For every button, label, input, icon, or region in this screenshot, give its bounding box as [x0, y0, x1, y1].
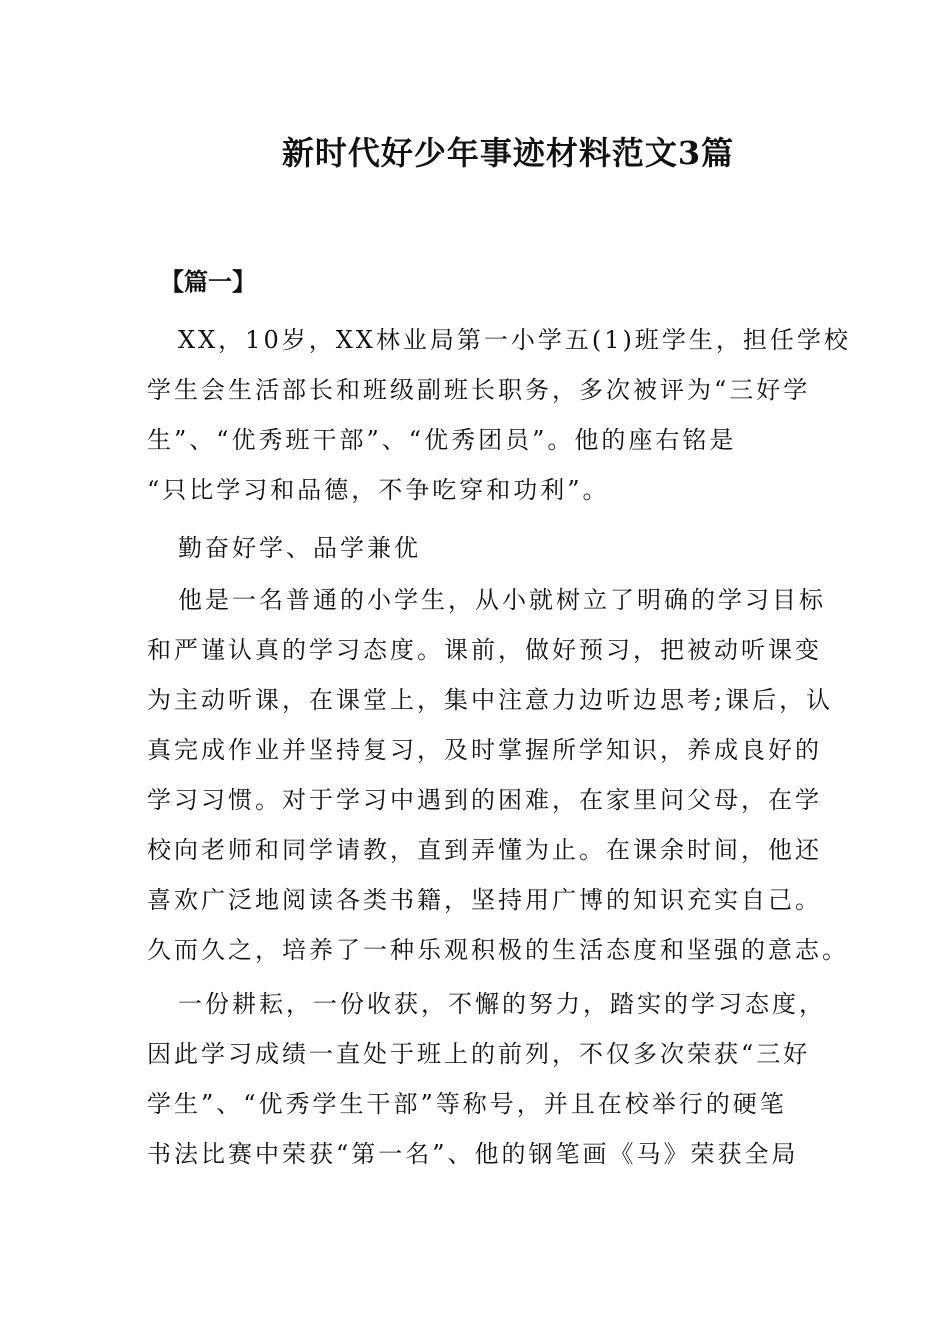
body-line: 学生”、“优秀学生干部”等称号，并且在校举行的硬笔 — [147, 1090, 787, 1118]
body-line: XX，10岁，XX林业局第一小学五(1)班学生，担任学校 — [178, 326, 851, 354]
body-line: 学习习惯。对于学习中遇到的困难，在家里问父母，在学 — [147, 786, 822, 814]
body-line: “只比学习和品德，不争吃穿和功利”。 — [147, 476, 610, 504]
body-line: 一份耕耘，一份收获，不懈的努力，踏实的学习态度， — [178, 990, 826, 1018]
body-line: 因此学习成绩一直处于班上的前列，不仅多次荣获“三好 — [147, 1040, 811, 1068]
section-heading: 【篇一】 — [160, 268, 256, 296]
body-line: 生”、“优秀班干部”、“优秀团员”。他的座右铭是 — [147, 426, 737, 454]
document-title: 新时代好少年事迹材料范文3篇 — [281, 134, 735, 172]
body-line: 真完成作业并坚持复习，及时掌握所学知识，养成良好的 — [147, 736, 822, 764]
body-line: 为主动听课，在课堂上，集中注意力边听边思考;课后，认 — [147, 686, 834, 714]
body-line: 喜欢广泛地阅读各类书籍，坚持用广博的知识充实自己。 — [147, 886, 822, 914]
body-line: 他是一名普通的小学生，从小就树立了明确的学习目标 — [178, 586, 826, 614]
body-line: 校向老师和同学请教，直到弄懂为止。在课余时间，他还 — [147, 836, 822, 864]
body-line: 学生会生活部长和班级副班长职务，多次被评为“三好学 — [147, 376, 811, 404]
body-line: 久而久之，培养了一种乐观积极的生活态度和坚强的意志。 — [147, 936, 849, 964]
subheading-line: 勤奋好学、品学兼优 — [178, 534, 421, 562]
body-line: 书法比赛中荣获“第一名”、他的钢笔画《马》荣获全局 — [147, 1140, 799, 1168]
body-line: 和严谨认真的学习态度。课前，做好预习，把被动听课变 — [147, 636, 822, 664]
